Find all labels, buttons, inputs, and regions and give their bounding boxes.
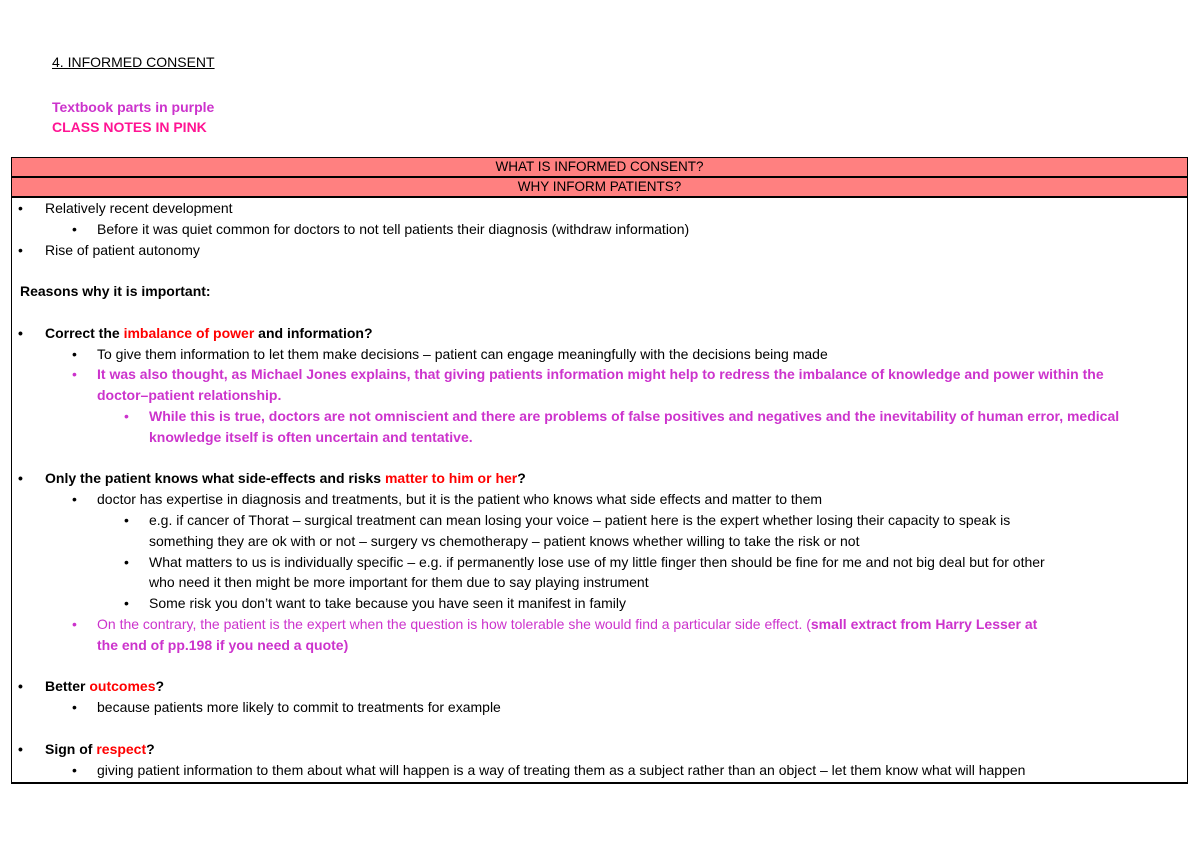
list-item-textbook: • On the contrary, the patient is the expert when the question is how tolerable she would find a particular side effect. (small extract from Harry Lesser at: [12, 614, 1187, 635]
list-item: • Some risk you don’t want to take because you have seen it manifest in family: [12, 593, 1187, 614]
page-title: 4. INFORMED CONSENT: [52, 54, 215, 70]
legend-class-notes-pink: CLASS NOTES IN PINK: [52, 119, 207, 135]
notes-table: [11, 157, 1188, 784]
list-item-sign-of-respect: • Sign of respect?: [12, 739, 1187, 760]
bullet-glyph: •: [72, 220, 77, 237]
list-item: • doctor has expertise in diagnosis and treatments, but it is the patient who knows what side effects and matter to them: [12, 489, 1187, 510]
list-item: • Rise of patient autonomy: [12, 240, 1187, 261]
table-content: • Relatively recent development • Before it was quiet common for doctors to not tell patients their diagnosis (withdraw information) • Rise of patient autonomy Reasons why it is important: • Correct the imbalance of power and information? • To give them information to let them make decisions – patient can engage meaningfully with the decisions being made • It was also thought, as Michael Jones explains, that giving patients information might help to redress the imbalance of knowledge and power within the doctor–patient relationship. • While this is true, doctors are not omniscient and there are problems of false positives and negatives and the inevitability of human error, medical knowledge itself is often uncertain and tentative. • Only the patient knows what side-effects and risks matter to him or her? • doctor has expertise in diagnosis and treatments, but it is the patient who knows what side effects and matter to them • e.g. if cancer of Thorat – surgical treatment can mean losing your voice – patient here is the expert whether losing their capacity to speak is something they are ok with or not – surgery vs chemotherapy – patient knows whether willing to take the risk or not • What matters to us is individually specific – e.g. if permanently lose use of my little finger then should be fine for me and not big deal but for other who need it then might be more important for them due to say playing instrument • Some risk you don’t want to take because you have seen it manifest in family • On the contrary, the patient is the expert when the question is how tolerable she would find a particular side effect. (small extract from Harry Lesser at the end of pp.198 if you need a quote) • Better outcomes? • because patients more likely to commit to treatments for example • Sign of respect? • giving patient information to them about what will happen is a way of treating them as a subject rather than an object – let them know what will happen: [12, 198, 1187, 782]
bullet-glyph: •: [72, 366, 77, 383]
list-item-textbook: • While this is true, doctors are not omniscient and there are problems of false positives and negatives and the inevitability of human error, medical: [12, 406, 1187, 427]
bullet-glyph: •: [124, 595, 129, 612]
table-header-why-inform-patients: WHY INFORM PATIENTS?: [12, 178, 1187, 198]
table-header-what-is-informed-consent: WHAT IS INFORMED CONSENT?: [12, 158, 1187, 178]
bullet-glyph: •: [124, 407, 129, 424]
bullet-glyph: •: [72, 761, 77, 778]
bullet-glyph: •: [72, 345, 77, 362]
bullet-glyph: •: [72, 615, 77, 632]
bullet-glyph: •: [18, 678, 23, 695]
bullet-glyph: •: [124, 553, 129, 570]
list-item-imbalance-of-power: • Correct the imbalance of power and information?: [12, 323, 1187, 344]
section-heading-reasons: Reasons why it is important:: [20, 283, 211, 300]
list-item: • giving patient information to them about what will happen is a way of treating them as a subject rather than an object – let them know what will happen: [12, 760, 1187, 781]
list-item-side-effects: • Only the patient knows what side-effects and risks matter to him or her?: [12, 468, 1187, 489]
bullet-glyph: •: [18, 200, 23, 216]
bullet-glyph: •: [72, 699, 77, 716]
bullet-glyph: •: [72, 491, 77, 508]
list-item-textbook: • It was also thought, as Michael Jones explains, that giving patients information might help to redress the imbalance of knowledge and power within the: [12, 364, 1187, 385]
bullet-glyph: •: [18, 324, 23, 341]
list-item: • Before it was quiet common for doctors to not tell patients their diagnosis (withdraw information): [12, 219, 1187, 240]
bullet-glyph: •: [18, 470, 23, 487]
list-item: • To give them information to let them make decisions – patient can engage meaningfully with the decisions being made: [12, 344, 1187, 365]
list-item-better-outcomes: • Better outcomes?: [12, 676, 1187, 697]
legend-textbook-purple: Textbook parts in purple: [52, 99, 215, 115]
list-item: • e.g. if cancer of Thorat – surgical treatment can mean losing your voice – patient here is the expert whether losing their capacity to speak is: [12, 510, 1187, 531]
bullet-glyph: •: [18, 241, 23, 258]
list-item: • because patients more likely to commit to treatments for example: [12, 697, 1187, 718]
list-item: • What matters to us is individually specific – e.g. if permanently lose use of my little finger then should be fine for me and not big deal but for other: [12, 552, 1187, 573]
list-item: • Relatively recent development: [12, 198, 1187, 219]
bullet-glyph: •: [124, 511, 129, 528]
bullet-glyph: •: [18, 740, 23, 757]
color-legend: [52, 97, 214, 137]
